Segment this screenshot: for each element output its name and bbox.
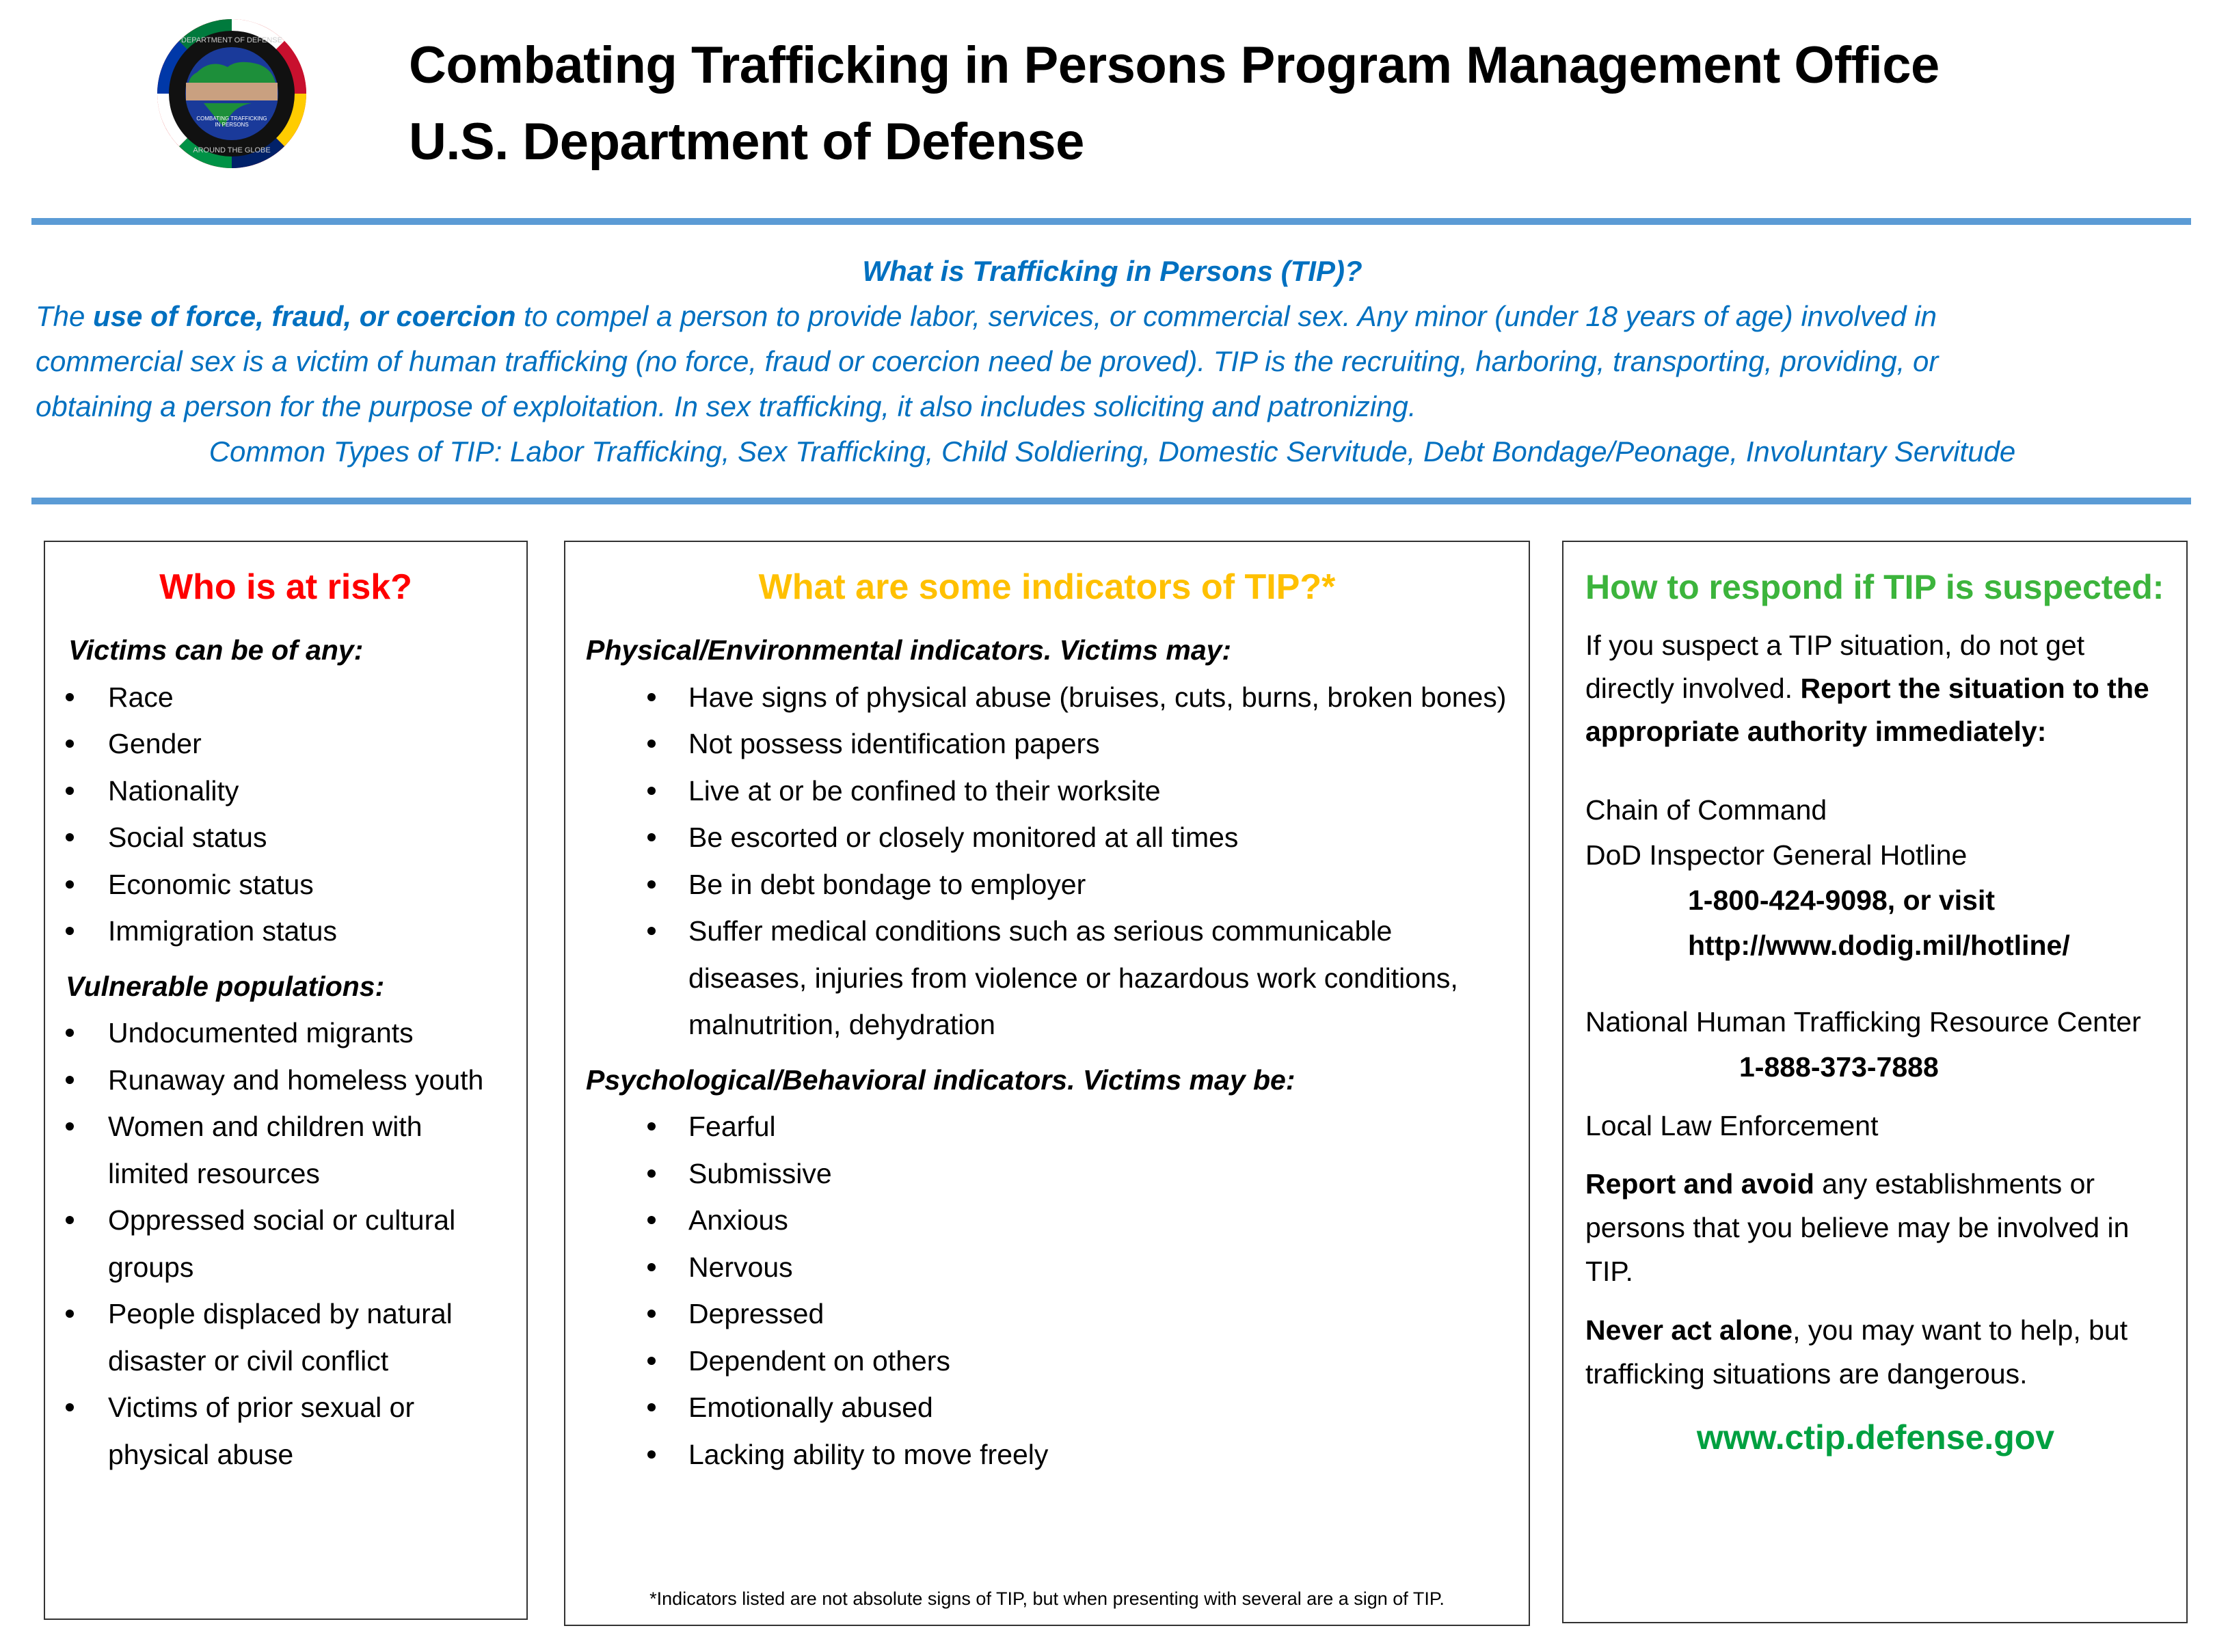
bullet-icon: [66, 1310, 74, 1318]
list-item: [586, 1384, 1508, 1431]
bullet-icon: [647, 740, 656, 748]
indicators-heading: What are some indicators of TIP?*: [758, 567, 1336, 607]
list-item-text: Race: [108, 681, 174, 713]
respond-panel: [1562, 541, 2188, 1623]
intro-text: to compel a person to provide labor, services, or commercial sex. Any minor (under 18 years of age) involved in: [515, 300, 1937, 332]
list-item-text: Social status: [108, 822, 267, 853]
bullet-icon: [66, 1403, 74, 1411]
bullet-icon: [647, 1216, 656, 1224]
intro-text: The: [36, 300, 94, 332]
risk-panel: [44, 541, 528, 1620]
bullet-icon: [66, 1076, 74, 1084]
list-item: [66, 674, 506, 721]
bullet-icon: [647, 880, 656, 889]
bullet-icon: [647, 927, 656, 935]
never-alone-rest: , you may want to help, but trafficking situations are dangerous.: [1585, 1314, 2128, 1390]
ctip-website-link[interactable]: www.ctip.defense.gov: [1696, 1418, 2055, 1457]
intro-emphasis: use of force, fraud, or coercion: [93, 300, 516, 332]
indicators-sub-physical: Physical/Environmental indicators. Victims may:: [586, 634, 1232, 666]
list-item-text: Depressed: [688, 1298, 824, 1329]
list-item: [586, 720, 1508, 768]
intro-line-3: obtaining a person for the purpose of exploitation. In sex trafficking, it also includes soliciting and patronizing.: [36, 390, 1417, 422]
list-item-text: Runaway and homeless youth: [108, 1064, 484, 1096]
bottom-divider: [31, 498, 2191, 504]
bullet-icon: [66, 1122, 74, 1130]
bullet-icon: [647, 1357, 656, 1365]
never-alone-bold: Never act alone: [1585, 1314, 1793, 1346]
never-alone-text: [1585, 1308, 2166, 1396]
svg-text:COMBATING TRAFFICKING: COMBATING TRAFFICKING: [196, 116, 267, 122]
svg-text:AROUND THE GLOBE: AROUND THE GLOBE: [193, 146, 271, 154]
bullet-icon: [66, 787, 74, 795]
respond-intro-text: If you suspect a TIP situation, do not get directly involved.: [1585, 629, 2085, 704]
bullet-icon: [66, 1029, 74, 1037]
bullet-icon: [66, 740, 74, 748]
list-item-text: Live at or be confined to their worksite: [688, 774, 1161, 807]
risk-list-vulnerable: [66, 1010, 506, 1478]
svg-text:DEPARTMENT OF DEFENSE: DEPARTMENT OF DEFENSE: [181, 36, 282, 44]
list-item: [586, 1290, 1508, 1338]
bullet-icon: [647, 1263, 656, 1271]
report-avoid-bold: Report and avoid: [1585, 1168, 1814, 1200]
bullet-icon: [66, 833, 74, 841]
indicators-panel: [564, 541, 1530, 1626]
physical-indicators-list: [586, 674, 1508, 1048]
indicators-footnote: *Indicators listed are not absolute signs of TIP, but when presenting with several are a sign of TIP.: [649, 1588, 1445, 1609]
list-item-text: Anxious: [688, 1204, 788, 1236]
intro-line-1: [36, 294, 2189, 339]
list-item: [66, 1290, 506, 1384]
tip-types: Common Types of TIP: Labor Trafficking, Sex Trafficking, Child Soldiering, Domestic Servitude, Debt Bondage/Peonage, Involuntary Servitude: [209, 435, 2016, 468]
dodig-label: DoD Inspector General Hotline: [1585, 839, 1968, 871]
list-item-text: Immigration status: [108, 915, 337, 947]
list-item: [66, 814, 506, 861]
bullet-icon: [66, 880, 74, 889]
list-item-text: Oppressed social or cultural groups: [108, 1204, 456, 1283]
list-item: [586, 814, 1508, 861]
list-item: [586, 1244, 1508, 1291]
list-item-text: Gender: [108, 728, 202, 759]
risk-sub-any: Victims can be of any:: [68, 634, 364, 666]
bullet-icon: [647, 833, 656, 841]
list-item-text: People displaced by natural disaster or civil conflict: [108, 1298, 453, 1377]
bullet-icon: [647, 1450, 656, 1459]
title-line-2: U.S. Department of Defense: [409, 113, 1084, 171]
nhtrc-label: National Human Trafficking Resource Center: [1585, 1006, 2141, 1038]
list-item: [66, 1010, 506, 1057]
list-item: [586, 768, 1508, 815]
psych-indicators-list: [586, 1103, 1508, 1478]
intro-heading: What is Trafficking in Persons (TIP)?: [862, 255, 1362, 287]
local-law-enforcement: Local Law Enforcement: [1585, 1110, 1879, 1141]
list-item: [586, 1103, 1508, 1150]
bullet-icon: [647, 1403, 656, 1411]
nhtrc-phone: 1-888-373-7888: [1739, 1051, 1939, 1083]
respond-intro-bold: Report the situation to the appropriate authority immediately:: [1585, 673, 2149, 747]
list-item: [66, 1197, 506, 1290]
list-item-text: Have signs of physical abuse (bruises, cuts, burns, broken bones): [688, 681, 1507, 713]
dodig-phone: 1-800-424-9098, or visit: [1688, 884, 1995, 916]
dodig-url-link[interactable]: http://www.dodig.mil/hotline/: [1688, 930, 2070, 961]
list-item: [586, 674, 1508, 721]
list-item: [66, 1384, 506, 1478]
bullet-icon: [647, 787, 656, 795]
list-item-text: Lacking ability to move freely: [688, 1438, 1049, 1470]
respond-intro: [1585, 624, 2166, 753]
list-item-text: Economic status: [108, 868, 314, 900]
list-item-text: Nervous: [688, 1251, 793, 1283]
list-item-text: Be escorted or closely monitored at all times: [688, 822, 1239, 853]
list-item: [66, 861, 506, 908]
list-item-text: Nationality: [108, 774, 239, 807]
list-item: [586, 1338, 1508, 1385]
risk-sub-vulnerable: Vulnerable populations:: [66, 970, 385, 1002]
list-item: [66, 1057, 506, 1104]
risk-list-any: [66, 674, 506, 955]
list-item: [66, 908, 506, 955]
report-avoid-rest: any establishments or persons that you believe may be involved in TIP.: [1585, 1168, 2130, 1287]
report-avoid-text: [1585, 1162, 2166, 1293]
bullet-icon: [647, 1122, 656, 1130]
list-item: [586, 861, 1508, 908]
list-item-text: Dependent on others: [688, 1344, 950, 1377]
list-item-text: Victims of prior sexual or physical abuse: [108, 1392, 415, 1470]
list-item: [66, 720, 506, 768]
list-item-text: Emotionally abused: [688, 1392, 933, 1423]
list-item-text: Submissive: [688, 1157, 832, 1189]
risk-heading: Who is at risk?: [159, 567, 412, 607]
top-divider: [31, 218, 2191, 225]
bullet-icon: [66, 1216, 74, 1224]
list-item-text: Be in debt bondage to employer: [688, 868, 1086, 900]
list-item-text: Fearful: [688, 1111, 776, 1142]
bullet-icon: [647, 693, 656, 701]
list-item-text: Undocumented migrants: [108, 1017, 414, 1048]
list-item: [66, 1103, 506, 1197]
list-item-text: Women and children with limited resources: [108, 1111, 422, 1189]
bullet-icon: [647, 1169, 656, 1178]
indicators-sub-psych: Psychological/Behavioral indicators. Victims may be:: [586, 1064, 1296, 1096]
respond-heading: How to respond if TIP is suspected:: [1585, 568, 2164, 606]
list-item: [586, 1431, 1508, 1478]
list-item: [66, 768, 506, 815]
bullet-icon: [66, 927, 74, 935]
ctip-logo: [156, 18, 308, 170]
bullet-icon: [647, 1310, 656, 1318]
title-line-1: Combating Trafficking in Persons Program Management Office: [409, 36, 1939, 94]
intro-line-2: commercial sex is a victim of human trafficking (no force, fraud or coercion need be proved). TIP is the recruiting, harboring, transporting, providing, or: [36, 345, 1939, 377]
svg-text:IN PERSONS: IN PERSONS: [215, 122, 249, 128]
list-item: [586, 1150, 1508, 1197]
bullet-icon: [66, 693, 74, 701]
list-item-text: Suffer medical conditions such as serious communicable diseases, injuries from violence or hazardous work conditions, malnutrition, dehydration: [688, 915, 1458, 1040]
list-item: [586, 908, 1508, 1048]
list-item-text: Not possess identification papers: [688, 728, 1100, 759]
chain-of-command: Chain of Command: [1585, 794, 1827, 826]
list-item: [586, 1197, 1508, 1244]
